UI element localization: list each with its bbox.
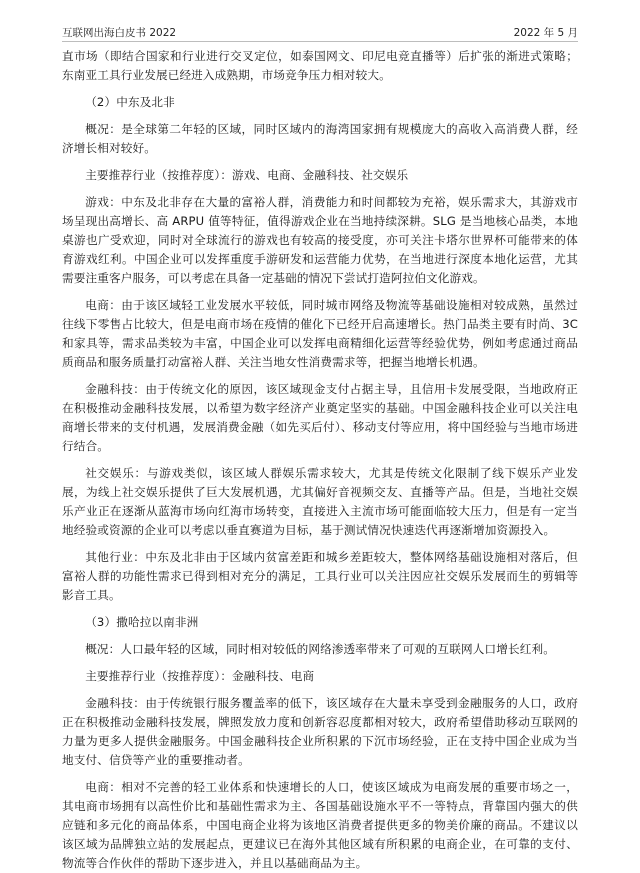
header-title: 互联网出海白皮书 2022 xyxy=(62,26,177,39)
paragraph-ssa-overview: 概况：人口最年轻的区域，同时相对较低的网络渗透率带来了可观的互联网人口增长红利。 xyxy=(85,642,555,656)
paragraph-mena-other: 其他行业：中东及北非由于区域内贫富差距和城乡差距较大，整体网络基础设施相对落后，但富裕人群的功能性需求已得到相对充分的满足，工具行业可以关注因应社交娱乐发展而生的剪辑等影音工具。 xyxy=(62,550,578,602)
header-divider xyxy=(62,41,578,42)
paragraph-ssa-ecommerce: 电商：相对不完善的轻工业体系和快速增长的人口，使该区域成为电商发展的重要市场之一，其电商市场拥有以高性价比和基础性需求为主、各国基础设施水平不一等特点，背靠国内强大的供应链和多元化的商品体系，中国电商企业将为该地区消费者提供更多的物美价廉的商品。不建议以该区域为品牌独立站的发展起点，更建议已在海外其他区域有所积累的电商企业，在可靠的支付、物流等合作伙伴的帮助下逐步进入，并且以基础商品为主。 xyxy=(62,780,578,870)
page-body xyxy=(62,47,578,873)
paragraph-mena-industries: 主要推荐行业（按推荐度）：游戏、电商、金融科技、社交娱乐 xyxy=(85,168,409,182)
paragraph-mena-fintech: 金融科技：由于传统文化的原因，该区域现金支付占据主导，且信用卡发展受限，当地政府正在积极推动金融科技发展，以希望为数字经济产业奠定坚实的基础。中国金融科技企业可以关注电商增长带来的支付机遇，发展消费金融（如先买后付）、移动支付等应用，将中国经验与当地市场进行结合。 xyxy=(62,382,578,453)
paragraph-mena-ecommerce: 电商：由于该区域轻工业发展水平较低，同时城市网络及物流等基础设施相对较成熟，虽然过往线下零售占比较大，但是电商市场在疫情的催化下已经开启高速增长。热门品类主要有时尚、3C 和家具等，需求品类较为丰富，中国企业可以发挥电商精细化运营等经验优势，例如考虑通过商品质商品和服务质量打动富裕人群、关注当地女性消费需求等，把握当地增长机遇。 xyxy=(62,298,578,369)
paragraph-mena-games: 游戏：中东及北非存在大量的富裕人群，消费能力和时间都较为充裕，娱乐需求大，其游戏市场呈现出高增长、高 ARPU 值等特征，值得游戏企业在当地持续深耕。SLG 是当地核心品类，本地桌游也广受欢迎，同时对全球流行的游戏也有较高的接受度，亦可关注卡塔尔世界杯可能带来的体育游戏红利。中国企业可以发挥重度手游研发和运营能力优势，在当地进行深度本地化运营，尤其需要注重客户服务，可以考虑在具备一定基础的情况下尝试打造阿拉伯文化游戏。 xyxy=(62,195,578,285)
paragraph-ssa-industries: 主要推荐行业（按推荐度）：金融科技、电商 xyxy=(85,669,315,683)
paragraph-ssa-fintech: 金融科技：由于传统银行服务覆盖率的低下，该区域存在大量未享受到金融服务的人口，政府正在积极推动金融科技发展，牌照发放力度和创新容忍度都相对较大，政府希望借助移动互联网的力量为更多人提供金融服务。中国金融科技企业所积累的下沉市场经验，正在支持中国企业成为当地支付、信贷等产业的重要推动者。 xyxy=(62,696,578,767)
paragraph-mena-overview: 概况：是全球第二年轻的区域，同时区域内的海湾国家拥有规模庞大的高收入高消费人群，经济增长相对较好。 xyxy=(62,122,578,155)
section-heading-mena: （2）中东及北非 xyxy=(85,95,175,109)
page-header xyxy=(62,22,578,42)
header-date: 2022 年 5 月 xyxy=(513,26,578,39)
paragraph-mena-social: 社交娱乐：与游戏类似，该区域人群娱乐需求较大，尤其是传统文化限制了线下娱乐产业发展，为线上社交娱乐提供了巨大发展机遇，尤其偏好音视频交友、直播等产品。但是，当地社交娱乐产业正在逐渐从蓝海市场向红海市场转变，直接进入主流市场可能面临较大压力，但是有一定当地经验或资源的企业可以考虑以垂直赛道为目标，基于测试情况快速迭代再逐渐增加资源投入。 xyxy=(62,466,578,537)
paragraph-continuation: 直市场（即结合国家和行业进行交叉定位，如泰国网文、印尼电竞直播等）后扩张的渐进式策略；东南亚工具行业发展已经进入成熟期，市场竞争压力相对较大。 xyxy=(62,49,578,82)
section-heading-ssa: （3）撒哈拉以南非洲 xyxy=(85,615,199,629)
